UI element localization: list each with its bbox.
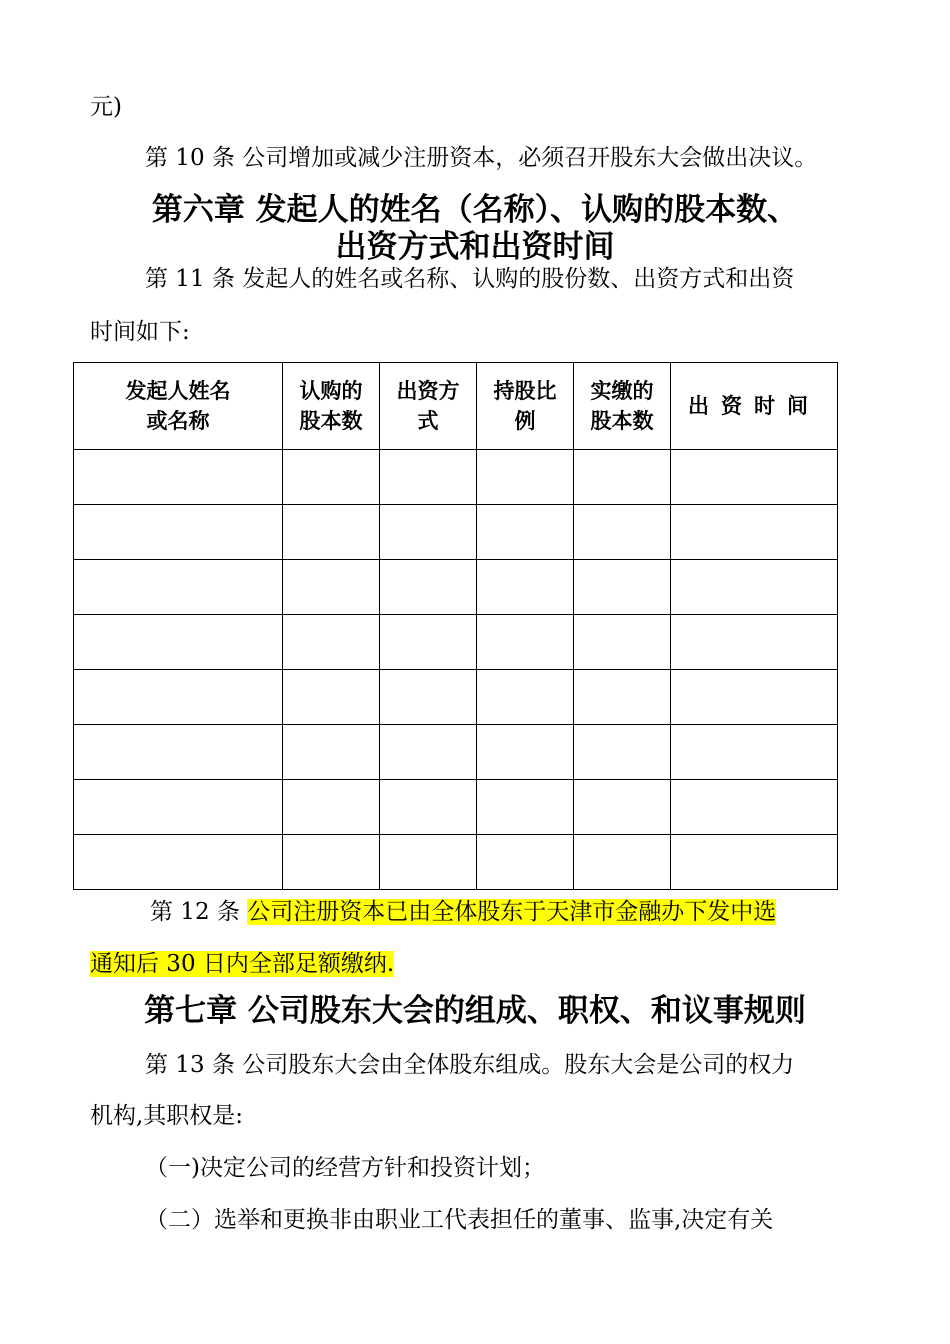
table-cell: [671, 560, 838, 615]
table-cell: [74, 780, 283, 835]
header-contribution-method: [380, 363, 477, 450]
article-12-prefix: 第 12 条: [150, 899, 248, 925]
table-row: [74, 450, 838, 505]
header-shareholding-ratio-line2: 例: [514, 409, 536, 433]
table-cell: [380, 835, 477, 890]
table-cell: [283, 835, 380, 890]
table-cell: [574, 505, 671, 560]
table-cell: [477, 560, 574, 615]
header-contribution-time-label: 出资时间: [688, 394, 820, 418]
table-cell: [74, 670, 283, 725]
table-cell: [574, 670, 671, 725]
header-founder-name: [74, 363, 283, 450]
table-cell: [380, 670, 477, 725]
table-cell: [283, 560, 380, 615]
table-body: [74, 450, 838, 890]
text-line-yuan: 元): [90, 94, 122, 120]
table-cell: [380, 725, 477, 780]
article-13: 第 13 条 公司股东大会由全体股东组成。股东大会是公司的权力: [145, 1052, 795, 1078]
header-shareholding-ratio: [477, 363, 574, 450]
table-cell: [671, 450, 838, 505]
table-row: [74, 505, 838, 560]
table-cell: [574, 780, 671, 835]
table-cell: [74, 615, 283, 670]
table-row: [74, 560, 838, 615]
table-cell: [74, 560, 283, 615]
table-cell: [74, 835, 283, 890]
table-cell: [380, 505, 477, 560]
table-cell: [283, 615, 380, 670]
table-cell: [671, 615, 838, 670]
header-shareholding-ratio-line1: 持股比: [493, 379, 557, 403]
table-cell: [574, 835, 671, 890]
header-subscribed-shares-line1: 认购的: [299, 379, 363, 403]
table-cell: [671, 670, 838, 725]
table-cell: [380, 615, 477, 670]
table-cell: [283, 780, 380, 835]
founders-table: [73, 362, 838, 890]
article-11-continued: 时间如下:: [90, 319, 190, 345]
table-cell: [283, 725, 380, 780]
header-paid-in-shares-line1: 实缴的: [590, 379, 654, 403]
header-contribution-method-line1: 出资方: [396, 379, 460, 403]
table-cell: [477, 450, 574, 505]
header-subscribed-shares: [283, 363, 380, 450]
table-cell: [283, 505, 380, 560]
table-cell: [671, 835, 838, 890]
table-cell: [574, 615, 671, 670]
table-row: [74, 670, 838, 725]
header-paid-in-shares: [574, 363, 671, 450]
header-paid-in-shares-line2: 股本数: [590, 409, 654, 433]
header-contribution-time: [671, 363, 838, 450]
table-cell: [380, 780, 477, 835]
table-cell: [671, 505, 838, 560]
table-cell: [283, 450, 380, 505]
table-cell: [380, 450, 477, 505]
article-10: 第 10 条 公司增加或减少注册资本，必须召开股东大会做出决议。: [145, 145, 818, 171]
table-cell: [477, 725, 574, 780]
chapter-6-title-line2: 出资方式和出资时间: [335, 229, 615, 265]
table-cell: [477, 505, 574, 560]
article-12: [150, 897, 776, 927]
article-12-highlight: 公司注册资本已由全体股东于天津市金融办下发中选: [247, 899, 777, 925]
article-13-continued: 机构,其职权是:: [90, 1103, 244, 1129]
table-cell: [74, 450, 283, 505]
table-cell: [477, 670, 574, 725]
table-cell: [380, 560, 477, 615]
table-row: [74, 615, 838, 670]
table-cell: [574, 450, 671, 505]
table-cell: [574, 725, 671, 780]
article-12-highlight-continued: 通知后 30 日内全部足额缴纳.: [90, 951, 395, 977]
table-cell: [74, 505, 283, 560]
table-cell: [283, 670, 380, 725]
clause-2: （二）选举和更换非由职业工代表担任的董事、监事,决定有关: [145, 1207, 774, 1233]
article-11: 第 11 条 发起人的姓名或名称、认购的股份数、出资方式和出资: [145, 266, 795, 292]
table-cell: [477, 615, 574, 670]
table-cell: [671, 780, 838, 835]
table-row: [74, 835, 838, 890]
header-founder-name-line2: 或名称: [146, 409, 210, 433]
header-founder-name-line1: 发起人姓名: [125, 379, 231, 403]
chapter-6-title-line1: 第六章 发起人的姓名（名称）、认购的股本数、: [151, 192, 799, 228]
header-subscribed-shares-line2: 股本数: [299, 409, 363, 433]
table-header-row: [74, 363, 838, 450]
table-cell: [574, 560, 671, 615]
article-12-continued: [90, 949, 394, 979]
header-contribution-method-line2: 式: [417, 409, 439, 433]
table-cell: [477, 780, 574, 835]
clause-1: （一)决定公司的经营方针和投资计划；: [145, 1155, 545, 1181]
table-row: [74, 780, 838, 835]
table-cell: [74, 725, 283, 780]
table-cell: [477, 835, 574, 890]
chapter-7-title: 第七章 公司股东大会的组成、职权、和议事规则: [144, 993, 806, 1029]
table-row: [74, 725, 838, 780]
table-cell: [671, 725, 838, 780]
